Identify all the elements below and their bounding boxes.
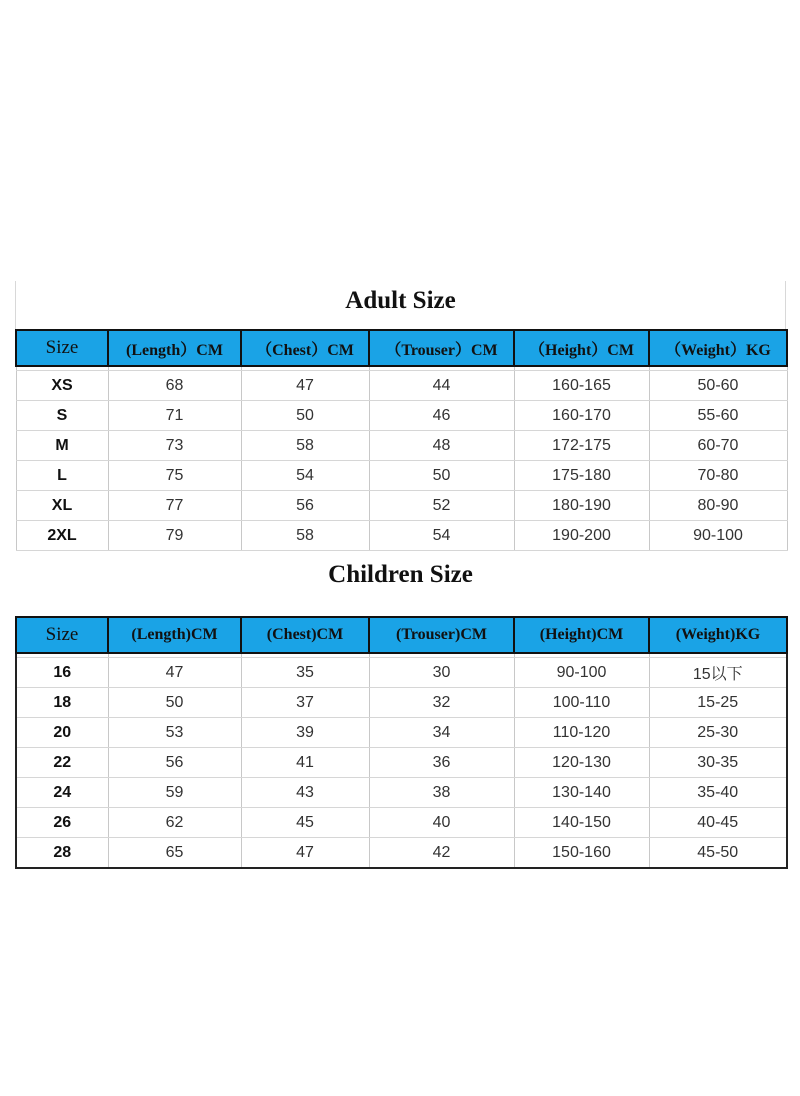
table-cell: 35-40: [649, 778, 787, 808]
table-row: [16, 808, 787, 838]
table-cell: 73: [108, 431, 241, 461]
table-cell: 59: [108, 778, 241, 808]
table-row: [16, 748, 787, 778]
children-header-cell: (Trouser)CM: [369, 617, 514, 653]
children-header-cell: (Height)CM: [514, 617, 649, 653]
children-header-row: [16, 617, 787, 653]
table-cell: 40: [369, 808, 514, 838]
table-cell: 77: [108, 491, 241, 521]
table-cell: 48: [369, 431, 514, 461]
adult-header-cell: （Weight）KG: [649, 330, 787, 366]
adult-header-cell: （Trouser）CM: [369, 330, 514, 366]
size-cell: 2XL: [16, 521, 108, 551]
table-row: [16, 718, 787, 748]
children-header-cell: (Chest)CM: [241, 617, 369, 653]
size-cell: L: [16, 461, 108, 491]
table-cell: 44: [369, 371, 514, 401]
table-row: [16, 838, 787, 869]
size-cell: S: [16, 401, 108, 431]
table-cell: 47: [241, 838, 369, 869]
table-row: [16, 658, 787, 688]
size-cell: 24: [16, 778, 108, 808]
table-cell: 90-100: [514, 658, 649, 688]
size-cell: 22: [16, 748, 108, 778]
table-cell: 50: [108, 688, 241, 718]
table-cell: 54: [369, 521, 514, 551]
table-cell: 56: [241, 491, 369, 521]
table-cell: 15以下: [649, 658, 787, 688]
table-cell: 130-140: [514, 778, 649, 808]
table-cell: 35: [241, 658, 369, 688]
table-cell: 46: [369, 401, 514, 431]
table-cell: 172-175: [514, 431, 649, 461]
table-row: [16, 778, 787, 808]
size-cell: 26: [16, 808, 108, 838]
table-cell: 32: [369, 688, 514, 718]
table-cell: 30: [369, 658, 514, 688]
table-cell: 38: [369, 778, 514, 808]
table-cell: 58: [241, 431, 369, 461]
size-cell: 16: [16, 658, 108, 688]
table-cell: 30-35: [649, 748, 787, 778]
table-cell: 56: [108, 748, 241, 778]
table-cell: 50: [369, 461, 514, 491]
table-cell: 110-120: [514, 718, 649, 748]
size-cell: XS: [16, 371, 108, 401]
size-cell: 18: [16, 688, 108, 718]
table-cell: 100-110: [514, 688, 649, 718]
table-cell: 150-160: [514, 838, 649, 869]
table-cell: 62: [108, 808, 241, 838]
table-cell: 15-25: [649, 688, 787, 718]
table-cell: 120-130: [514, 748, 649, 778]
table-cell: 36: [369, 748, 514, 778]
size-cell: M: [16, 431, 108, 461]
adult-header-cell: (Length）CM: [108, 330, 241, 366]
table-cell: 45-50: [649, 838, 787, 869]
adult-header-row: [16, 330, 787, 366]
size-cell: XL: [16, 491, 108, 521]
table-cell: 58: [241, 521, 369, 551]
table-row: [16, 431, 787, 461]
children-size-title: Children Size: [328, 561, 473, 588]
table-cell: 65: [108, 838, 241, 869]
table-row: [16, 401, 787, 431]
table-cell: 39: [241, 718, 369, 748]
table-row: [16, 521, 787, 551]
table-cell: 53: [108, 718, 241, 748]
adult-header-cell: （Chest）CM: [241, 330, 369, 366]
table-cell: 160-165: [514, 371, 649, 401]
table-cell: 140-150: [514, 808, 649, 838]
table-cell: 37: [241, 688, 369, 718]
adult-header-cell: （Height）CM: [514, 330, 649, 366]
table-cell: 43: [241, 778, 369, 808]
table-cell: 47: [108, 658, 241, 688]
table-cell: 75: [108, 461, 241, 491]
table-cell: 34: [369, 718, 514, 748]
table-cell: 50: [241, 401, 369, 431]
table-cell: 45: [241, 808, 369, 838]
table-row: [16, 491, 787, 521]
table-cell: 175-180: [514, 461, 649, 491]
table-cell: 68: [108, 371, 241, 401]
table-cell: 60-70: [649, 431, 787, 461]
table-cell: 50-60: [649, 371, 787, 401]
table-cell: 40-45: [649, 808, 787, 838]
size-cell: 20: [16, 718, 108, 748]
size-chart: [15, 281, 786, 861]
size-cell: 28: [16, 838, 108, 869]
table-row: [16, 371, 787, 401]
table-cell: 55-60: [649, 401, 787, 431]
adult-size-title: Adult Size: [345, 287, 456, 314]
children-header-cell: Size: [16, 617, 108, 653]
table-cell: 190-200: [514, 521, 649, 551]
table-cell: 70-80: [649, 461, 787, 491]
table-cell: 47: [241, 371, 369, 401]
table-cell: 90-100: [649, 521, 787, 551]
children-header-cell: (Length)CM: [108, 617, 241, 653]
table-cell: 42: [369, 838, 514, 869]
table-cell: 71: [108, 401, 241, 431]
table-cell: 160-170: [514, 401, 649, 431]
children-size-table: [15, 616, 788, 869]
table-cell: 79: [108, 521, 241, 551]
adult-header-cell: Size: [16, 330, 108, 366]
table-cell: 80-90: [649, 491, 787, 521]
table-row: [16, 461, 787, 491]
table-cell: 54: [241, 461, 369, 491]
adult-size-table: [15, 329, 788, 551]
table-row: [16, 688, 787, 718]
children-header-cell: (Weight)KG: [649, 617, 787, 653]
table-cell: 25-30: [649, 718, 787, 748]
table-cell: 180-190: [514, 491, 649, 521]
table-cell: 52: [369, 491, 514, 521]
table-cell: 41: [241, 748, 369, 778]
